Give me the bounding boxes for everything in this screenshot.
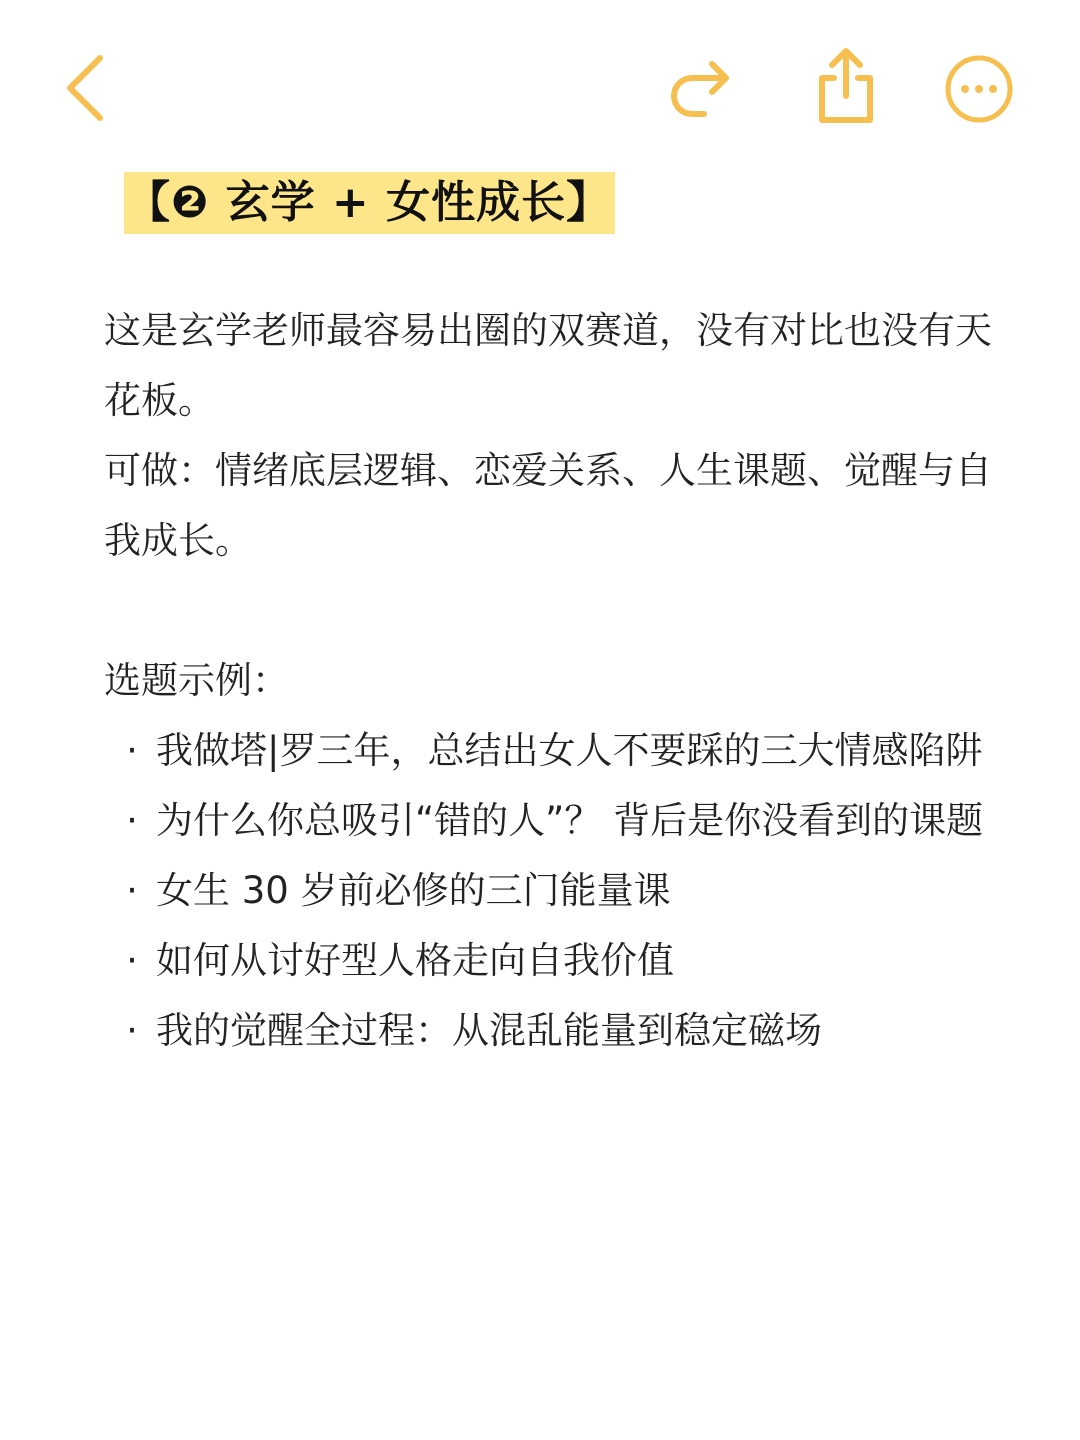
share-upload-icon [810,46,882,128]
bullet-dot: · [126,939,138,982]
redo-arrow-icon [664,54,736,124]
list-item [104,716,1004,786]
intro-paragraph: 这是玄学老师最容易出圈的双赛道，没有对比也没有天花板。 [104,309,992,422]
topic-text: 如何从讨好型人格走向自我价值 [156,939,674,982]
list-item [104,996,1004,1066]
topic-text: 我做塔|罗三年，总结出女人不要踩的三大情感陷阱 [156,729,983,772]
blank-line [104,576,1024,646]
list-item [104,786,1004,856]
bullet-dot: · [126,799,138,842]
bullet-dot: · [126,729,138,772]
topics-heading: 选题示例： [104,659,289,702]
list-item [104,926,1004,996]
share-button[interactable] [810,46,882,128]
more-ellipsis-icon [940,50,1018,128]
note-body [104,296,1024,1066]
back-button[interactable] [56,50,116,126]
note-title-highlight [124,172,615,234]
note-toolbar [0,0,1080,170]
more-button[interactable] [940,50,1018,128]
topic-text: 我的觉醒全过程：从混乱能量到稳定磁场 [156,1009,822,1052]
list-item [104,856,1004,926]
scope-paragraph: 可做：情绪底层逻辑、恋爱关系、人生课题、觉醒与自我成长。 [104,449,992,562]
note-title: 【❷ 玄学 + 女性成长】 [126,177,612,228]
chevron-left-icon [56,50,116,126]
bullet-dot: · [126,1009,138,1052]
topic-text: 女生 30 岁前必修的三门能量课 [156,869,671,912]
bullet-dot: · [126,869,138,912]
topic-list [104,716,1024,1066]
topic-text: 为什么你总吸引“错的人”？ 背后是你没看到的课题 [156,799,984,842]
redo-button[interactable] [664,54,736,124]
